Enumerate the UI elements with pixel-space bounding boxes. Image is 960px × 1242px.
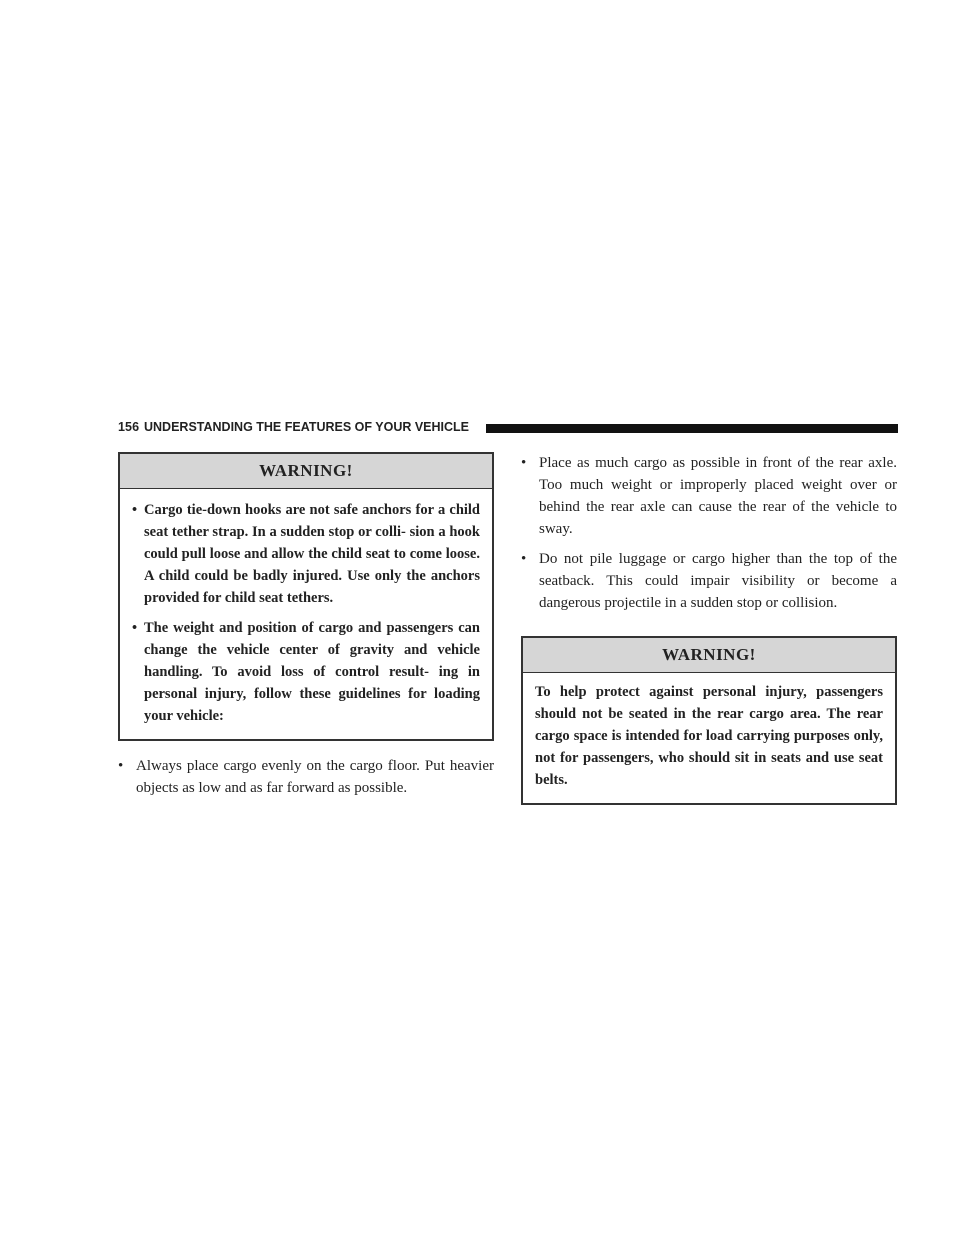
warning-item <box>132 499 480 609</box>
header-rule <box>486 424 898 433</box>
warning-body-text: To help protect against personal injury, passengers should not be seated in the rear cargo area. The rear cargo space is intended for load carrying purposes only, not for passengers, who should sit in seats and use seat belts. <box>535 684 883 788</box>
left-column <box>118 452 494 807</box>
warning-heading: WARNING! <box>523 638 895 673</box>
list-item-text: Always place cargo evenly on the cargo floor. Put heavier objects as low and as far forward as possible. <box>136 758 494 796</box>
warning-box-tie-down <box>118 452 494 741</box>
bullet-icon: • <box>132 502 138 518</box>
list-item-text: Do not pile luggage or cargo higher than the top of the seatback. This could impair visibility or become a dangerous projectile in a sudden stop or collision. <box>539 551 897 611</box>
page-number: 156 <box>118 420 140 434</box>
bullet-icon: • <box>118 758 124 774</box>
warning-item-text: Cargo tie-down hooks are not safe anchors for a child seat tether strap. In a sudden stop or colli- sion a hook could pull loose and allow the child seat to come loose. A child could be badly injured. Use only the anchors provided for child seat tethers. <box>144 502 480 606</box>
bullet-icon: • <box>521 455 527 471</box>
chapter-title: UNDERSTANDING THE FEATURES OF YOUR VEHICLE <box>144 420 470 434</box>
bullet-icon: • <box>132 620 138 636</box>
warning-box-passengers <box>521 636 897 805</box>
right-column <box>521 452 897 805</box>
warning-item <box>132 617 480 727</box>
page-header <box>118 419 898 439</box>
warning-body <box>120 489 492 739</box>
list-item <box>521 452 897 540</box>
list-item-text: Place as much cargo as possible in front of the rear axle. Too much weight or improperly placed weight over or behind the rear axle can cause the rear of the vehicle to sway. <box>539 455 897 537</box>
warning-item-text: The weight and position of cargo and passengers can change the vehicle center of gravity and vehicle handling. To avoid loss of control result- ing in personal injury, follow these guidelines for loading your vehicle: <box>144 620 480 724</box>
bullet-icon: • <box>521 551 527 567</box>
list-item <box>521 548 897 614</box>
list-item <box>118 755 494 799</box>
warning-heading: WARNING! <box>120 454 492 489</box>
